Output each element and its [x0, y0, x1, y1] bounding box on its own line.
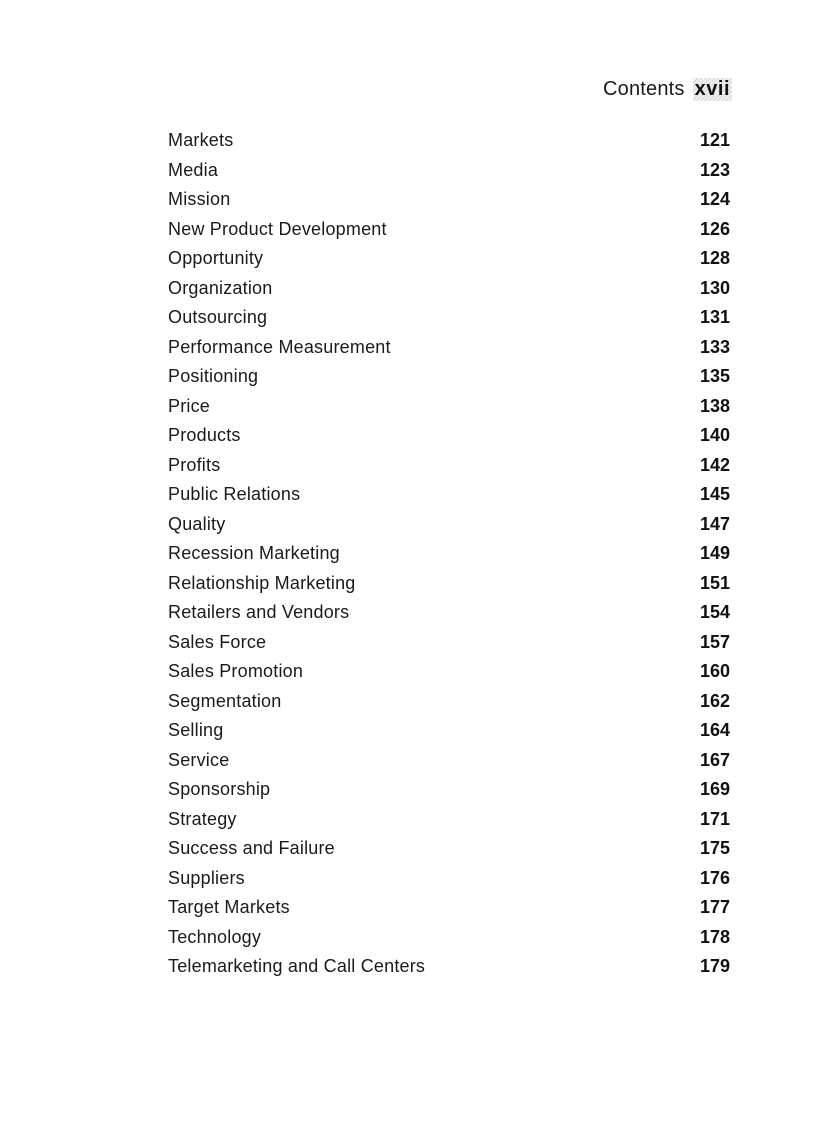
toc-entry-title: Suppliers — [168, 867, 245, 888]
page-number: xvii — [694, 78, 730, 100]
toc-entry-page: 121 — [699, 130, 730, 150]
toc-entry-title: Performance Measurement — [168, 336, 391, 357]
toc-entry-title: Public Relations — [168, 484, 301, 504]
toc-entry-page: 162 — [699, 690, 730, 711]
toc-entry — [168, 303, 730, 333]
toc-entry — [168, 687, 730, 717]
toc-entry-page: 126 — [699, 218, 730, 239]
toc-entry — [168, 716, 730, 746]
toc-entry — [168, 480, 730, 510]
toc-entry — [168, 864, 730, 894]
toc-entry — [168, 215, 730, 245]
toc-entry-title: Outsourcing — [168, 307, 268, 327]
toc-entry-title: Mission — [168, 189, 231, 209]
toc-entry-title: Strategy — [168, 808, 237, 829]
table-of-contents — [168, 126, 730, 982]
toc-entry — [168, 923, 730, 953]
toc-entry-title: Sales Promotion — [168, 661, 304, 681]
toc-entry-page: 124 — [699, 189, 730, 209]
running-head — [603, 78, 732, 101]
toc-entry-title: Products — [168, 425, 241, 445]
toc-entry — [168, 421, 730, 451]
toc-entry-page: 131 — [699, 307, 730, 327]
toc-entry — [168, 628, 730, 658]
toc-entry-title: New Product Development — [168, 218, 387, 239]
toc-entry-page: 175 — [699, 838, 730, 858]
toc-entry — [168, 775, 730, 805]
toc-entry-page: 171 — [699, 808, 730, 829]
toc-entry — [168, 893, 730, 923]
toc-entry-title: Sales Force — [168, 631, 267, 652]
toc-entry-title: Technology — [168, 926, 262, 947]
toc-entry-page: 154 — [699, 602, 730, 622]
toc-entry-title: Sponsorship — [168, 779, 271, 799]
toc-entry-page: 169 — [699, 779, 730, 799]
toc-entry-page: 176 — [699, 867, 730, 888]
toc-entry-page: 160 — [699, 661, 730, 681]
toc-entry — [168, 392, 730, 422]
toc-entry-title: Markets — [168, 130, 234, 150]
toc-entry-title: Price — [168, 395, 211, 416]
toc-entry-title: Selling — [168, 720, 224, 740]
toc-entry — [168, 156, 730, 186]
toc-entry-page: 178 — [699, 926, 730, 947]
toc-entry-title: Recession Marketing — [168, 543, 340, 563]
toc-entry — [168, 362, 730, 392]
toc-entry-page: 149 — [699, 543, 730, 563]
toc-entry-title: Segmentation — [168, 690, 282, 711]
toc-entry — [168, 539, 730, 569]
toc-entry-title: Media — [168, 159, 219, 180]
toc-entry-page: 135 — [699, 366, 730, 386]
toc-entry — [168, 569, 730, 599]
running-title: Contents — [602, 78, 685, 100]
toc-entry — [168, 510, 730, 540]
toc-entry-title: Retailers and Vendors — [168, 602, 350, 622]
toc-entry-title: Quality — [168, 513, 226, 534]
toc-entry-title: Telemarketing and Call Centers — [168, 956, 426, 976]
toc-entry-page: 157 — [699, 631, 730, 652]
toc-entry-page: 145 — [699, 484, 730, 504]
toc-entry — [168, 746, 730, 776]
toc-entry-page: 140 — [699, 425, 730, 445]
toc-entry — [168, 185, 730, 215]
toc-entry-page: 142 — [699, 454, 730, 475]
toc-entry-title: Opportunity — [168, 248, 264, 268]
toc-entry — [168, 274, 730, 304]
toc-entry — [168, 952, 730, 982]
toc-entry-page: 133 — [699, 336, 730, 357]
toc-entry-title: Organization — [168, 277, 273, 298]
toc-entry-page: 128 — [699, 248, 730, 268]
toc-entry-page: 164 — [699, 720, 730, 740]
toc-entry-page: 130 — [699, 277, 730, 298]
toc-entry — [168, 451, 730, 481]
toc-entry — [168, 834, 730, 864]
toc-entry-title: Relationship Marketing — [168, 572, 356, 593]
toc-entry — [168, 657, 730, 687]
toc-entry-title: Success and Failure — [168, 838, 335, 858]
toc-entry — [168, 333, 730, 363]
toc-entry — [168, 126, 730, 156]
toc-entry — [168, 244, 730, 274]
toc-entry-page: 151 — [699, 572, 730, 593]
toc-entry-title: Profits — [168, 454, 221, 475]
toc-entry-page: 167 — [699, 749, 730, 770]
toc-entry-page: 147 — [699, 513, 730, 534]
toc-entry-page: 179 — [699, 956, 730, 976]
toc-entry-page: 138 — [699, 395, 730, 416]
toc-entry-page: 177 — [699, 897, 730, 917]
toc-entry-page: 123 — [699, 159, 730, 180]
toc-entry-title: Service — [168, 749, 230, 770]
toc-entry — [168, 805, 730, 835]
toc-entry-title: Target Markets — [168, 897, 290, 917]
toc-entry-title: Positioning — [168, 366, 259, 386]
toc-entry — [168, 598, 730, 628]
